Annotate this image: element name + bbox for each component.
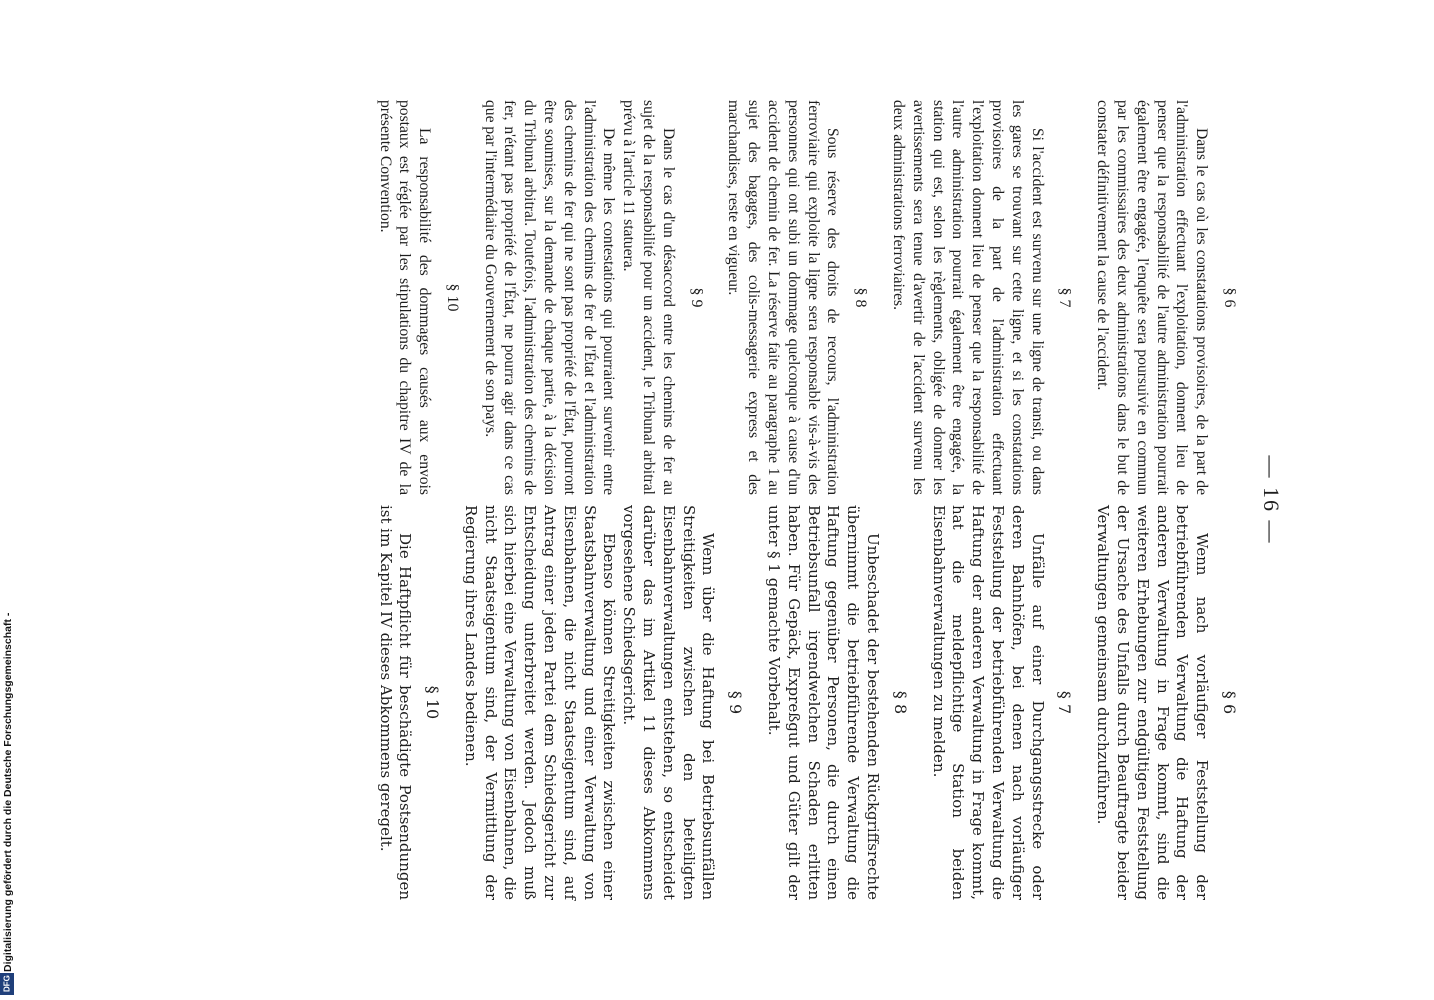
- french-section: [724, 100, 871, 495]
- german-section: [1092, 505, 1239, 900]
- section-heading: § 7: [1056, 287, 1074, 308]
- french-section: [1092, 100, 1239, 495]
- section-heading: § 8: [852, 287, 870, 308]
- paragraph: La responsabilité des dommages causés aux envois postaux est réglée par les stipulations du chapitre IV de la présente Convention.: [376, 100, 434, 495]
- page-number: — 16 —: [1259, 455, 1284, 545]
- german-section: [928, 505, 1075, 900]
- paragraph: Wenn nach vorläufiger Feststellung der betriebführenden Verwaltung die Haftung der anderen Verwaltung in Frage kommt, sind die weiteren Erhebungen zur endgültigen Feststellung der Ursache des Unfalls durch Beauftragte beider Verwaltungen gemeinsam durchzuführen.: [1094, 505, 1212, 900]
- dfg-logo: DFG: [0, 973, 14, 995]
- paragraph: Unfälle auf einer Durchgangsstrecke oder deren Bahnhöfen, bei denen nach vorläufiger Feststellung der betriebführenden Verwaltung die Haftung der anderen Verwaltung in Frage kommt, hat die meldepflichtige Station beiden Eisenbahnverwaltungen zu melden.: [929, 505, 1047, 900]
- french-section: [375, 100, 462, 495]
- paragraph: Sous réserve des droits de recours, l'administration ferroviaire qui exploite la ligne sera responsable vis-à-vis des personnes qui ont subi un dommage quelconque à cause d'un accident de chemin de fer. La réserve faite au paragraphe 1 au sujet des bagages, des colis-messagerie express et des marchandises, reste en vigueur.: [725, 100, 842, 495]
- section-heading: § 9: [726, 690, 746, 715]
- french-section: [480, 100, 706, 495]
- paragraph: Wenn über die Haftung bei Betriebsunfällen Streitigkeiten zwischen den beteiligten Eisenbahnverwaltungen entstehen, so entscheidet darüber das im Artikel 11 dieses Abkommens vorgesehene Schiedsgericht.: [620, 505, 718, 900]
- section-heading: § 6: [1220, 690, 1239, 715]
- section-heading: § 10: [443, 283, 461, 312]
- digitization-note: [0, 0, 14, 1000]
- french-section: [888, 100, 1074, 495]
- german-section: [763, 505, 910, 900]
- paragraph: Si l'accident est survenu sur une ligne de transit, ou dans les gares se trouvant sur cette ligne, et si les constatations provisoires de la part de l'administration effectuant l'exploitation donnent lieu de penser que la responsabilité de l'autre administration pourrait également être engagée, la station qui est, selon les règlements, obligée de donner les avertissements sera tenue d'avertir de l'accident survenu les deux administrations ferroviaires.: [890, 100, 1046, 495]
- paragraph: Die Haftpflicht für beschädigte Postsendungen ist im Kapitel IV dieses Abkommens geregelt.: [376, 505, 415, 900]
- paragraph: Unbeschadet der bestehenden Rückgriffsrechte übernimmt die betriebführende Verwaltung die Haftung gegenüber Personen, die durch einen Betriebsunfall irgendwelchen Schaden erlitten haben. Für Gepäck, Expreßgut und Güter gilt der unter § 1 gemachte Vorbehalt.: [765, 505, 883, 900]
- digitization-note-text: Digitalisierung gefördert durch die Deutsche Forschungsgemeinschaft -: [2, 612, 14, 972]
- german-column: [357, 505, 1239, 900]
- german-section: [375, 505, 442, 900]
- paragraph: Dans le cas d'un désaccord entre les chemins de fer au sujet de la responsabilité pour un accident, le Tribunal arbitral prévu à l'article 11 statuera.: [620, 100, 677, 495]
- paragraph: Dans le cas où les constatations provisoires, de la part de l'administration effectuant l'exploitation, donnent lieu de penser que la responsabilité de l'autre administration pourrait également être engagée, l'enquête sera poursuivie en commun par les commissaires des deux administrations dans le but de constater définitivement la cause de l'accident.: [1094, 100, 1211, 495]
- section-heading: § 7: [1055, 690, 1075, 715]
- paragraph: Ebenso können Streitigkeiten zwischen einer Staatsbahnverwaltung und einer Verwaltung von Eisenbahnen, die nicht Staatseigentum sind, auf Antrag einer jeden Partei dem Schiedsgericht zur Entscheidung unterbreitet werden. Jedoch muß sich hierbei eine Verwaltung von Eisenbahnen, die nicht Staatseigentum sind, der Vermittlung der Regierung ihres Landes bedienen.: [461, 505, 619, 900]
- german-section: [460, 505, 745, 900]
- section-heading: § 8: [890, 690, 910, 715]
- section-heading: § 10: [423, 685, 443, 720]
- section-heading: § 9: [687, 287, 705, 308]
- section-heading: § 6: [1221, 287, 1238, 308]
- french-column: [357, 100, 1239, 495]
- paragraph: De même les contestations qui pourraient survenir entre l'administration des chemins de fer de l'État et l'administration des chemins de fer qui ne sont pas propriété de l'État, pourront être soumises, sur la demande de chaque partie, à la décision du Tribunal arbitral. Toutefois, l'administration des chemins de fer, n'étant pas propriété de l'État, ne pourra agir dans ce cas que par l'intermédiaire du Gouvernement de son pays.: [481, 100, 618, 495]
